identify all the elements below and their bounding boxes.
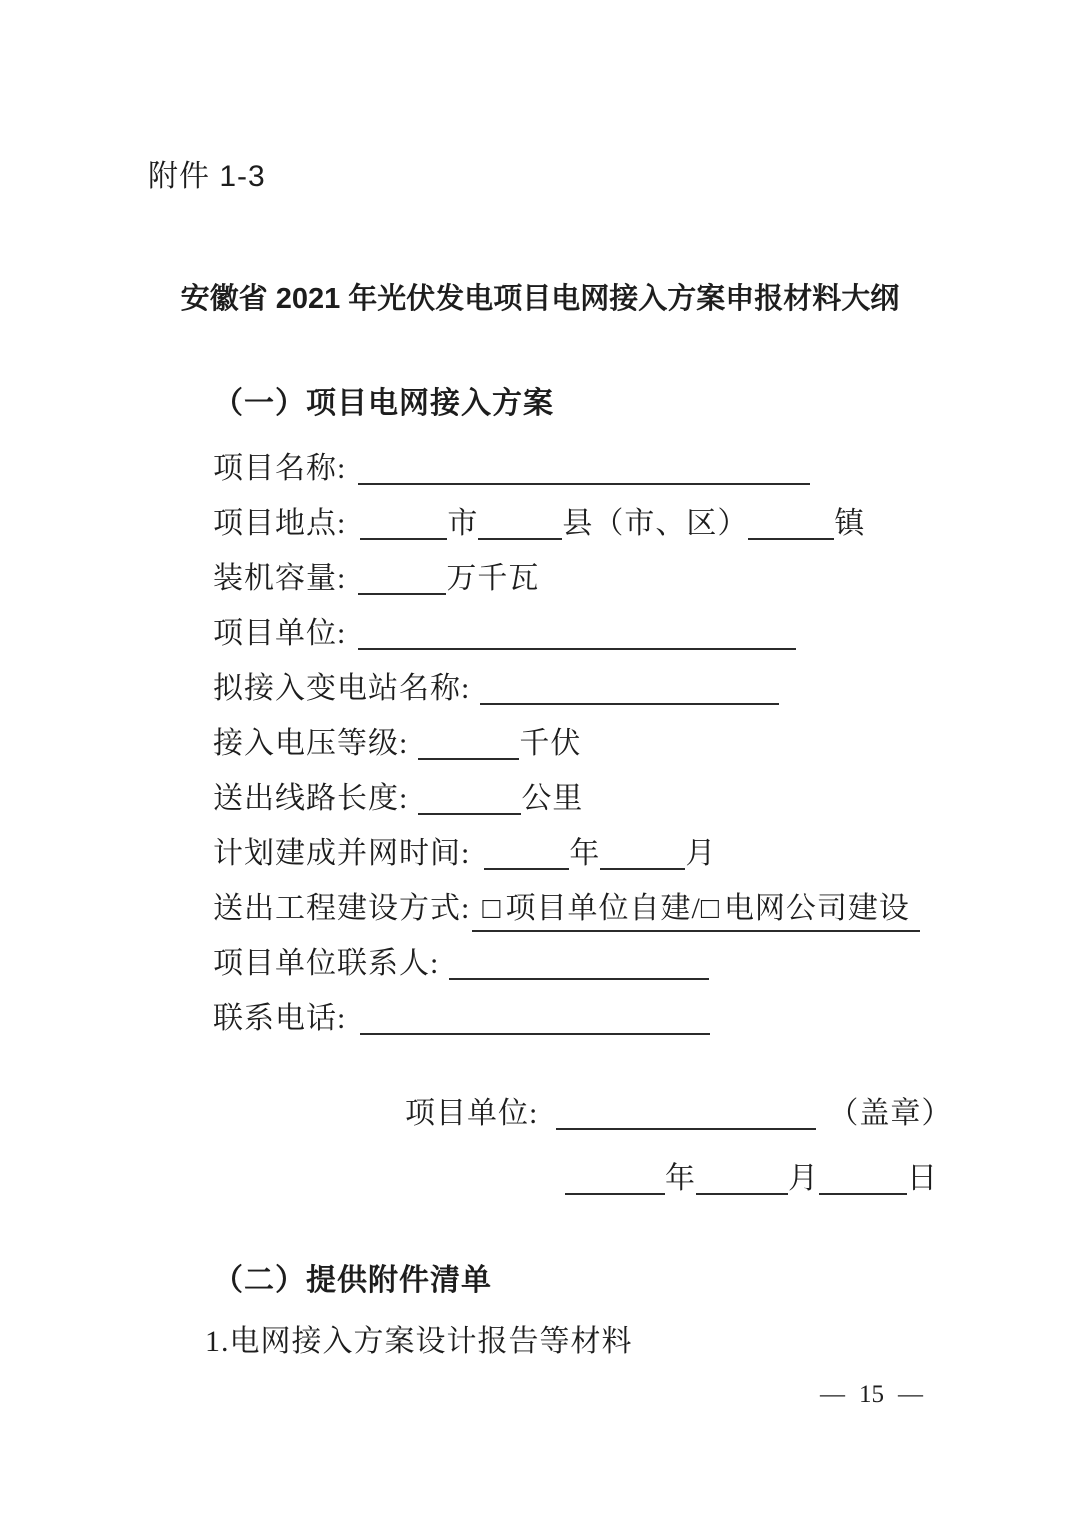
field-label: 接入电压等级: xyxy=(213,727,409,760)
blank-project-name xyxy=(358,473,810,485)
field-label: 计划建成并网时间: xyxy=(213,837,471,870)
section1-heading: （一）项目电网接入方案 xyxy=(213,387,554,420)
page-number-dash-left: — xyxy=(820,1381,845,1408)
seal-note: （盖章） xyxy=(828,1097,953,1130)
option-separator: / xyxy=(691,892,701,925)
field-line-installed-capacity xyxy=(213,560,539,598)
blank-date-year xyxy=(565,1183,665,1195)
date-day-label: 日 xyxy=(907,1162,938,1195)
attachment-list-item: 1.电网接入方案设计报告等材料 xyxy=(205,1325,633,1358)
field-line-voltage-level xyxy=(213,725,581,763)
checkbox-unchecked-icon: □ xyxy=(482,892,502,925)
field-label: 拟接入变电站名称: xyxy=(213,672,471,705)
page-number: 15 xyxy=(859,1381,884,1408)
blank-month xyxy=(600,858,685,870)
blank-year xyxy=(484,858,569,870)
date-year-label: 年 xyxy=(665,1162,696,1195)
blank-contact-phone xyxy=(360,1023,710,1035)
field-label: 项目单位联系人: xyxy=(213,947,440,980)
unit-year: 年 xyxy=(569,837,601,870)
field-label: 送出线路长度: xyxy=(213,782,409,815)
page-number-footer xyxy=(820,1381,923,1409)
signature-unit-label: 项目单位: xyxy=(405,1097,539,1130)
blank-city xyxy=(360,528,447,540)
blank-voltage xyxy=(418,748,519,760)
unit-town: 镇 xyxy=(834,507,866,540)
field-line-project-unit xyxy=(213,615,796,653)
field-line-contact-phone xyxy=(213,1000,710,1038)
field-label: 装机容量: xyxy=(213,562,347,595)
unit-city: 市 xyxy=(447,507,479,540)
page-number-dash-right: — xyxy=(898,1381,923,1408)
signature-date-line xyxy=(565,1160,938,1198)
field-label: 送出工程建设方式: xyxy=(213,892,471,925)
blank-town xyxy=(748,528,834,540)
attachment-label: 附件 1-3 xyxy=(148,160,266,193)
document-title: 安徽省 2021 年光伏发电项目电网接入方案申报材料大纲 xyxy=(180,283,900,315)
unit-county: 县（市、区） xyxy=(562,507,749,540)
field-line-grid-connection-time xyxy=(213,835,716,873)
field-label: 联系电话: xyxy=(213,1002,347,1035)
field-line-contact-person xyxy=(213,945,709,983)
checkbox-unchecked-icon: □ xyxy=(700,892,720,925)
blank-county xyxy=(478,528,562,540)
field-line-construction-mode xyxy=(213,890,920,928)
unit-line-length: 公里 xyxy=(521,782,584,815)
option-self-build: 项目单位自建 xyxy=(505,892,692,925)
blank-date-day xyxy=(819,1183,907,1195)
blank-date-month xyxy=(696,1183,788,1195)
signature-unit-line xyxy=(405,1095,952,1133)
field-label: 项目地点: xyxy=(213,507,347,540)
blank-contact-person xyxy=(449,968,709,980)
option-grid-company-build: 电网公司建设 xyxy=(723,892,910,925)
unit-month: 月 xyxy=(685,837,717,870)
field-label: 项目名称: xyxy=(213,452,347,485)
field-line-substation-name xyxy=(213,670,779,708)
blank-line-length xyxy=(418,803,521,815)
field-line-project-name xyxy=(213,450,810,488)
field-line-project-location xyxy=(213,505,865,543)
unit-capacity: 万千瓦 xyxy=(446,562,540,595)
blank-substation-name xyxy=(480,693,779,705)
section2-heading: （二）提供附件清单 xyxy=(213,1264,492,1297)
unit-voltage: 千伏 xyxy=(519,727,582,760)
blank-capacity xyxy=(358,583,446,595)
blank-project-unit xyxy=(358,638,796,650)
blank-signature-unit xyxy=(556,1118,816,1130)
field-label: 项目单位: xyxy=(213,617,347,650)
date-month-label: 月 xyxy=(788,1162,819,1195)
field-line-line-length xyxy=(213,780,583,818)
construction-mode-options xyxy=(472,892,920,932)
